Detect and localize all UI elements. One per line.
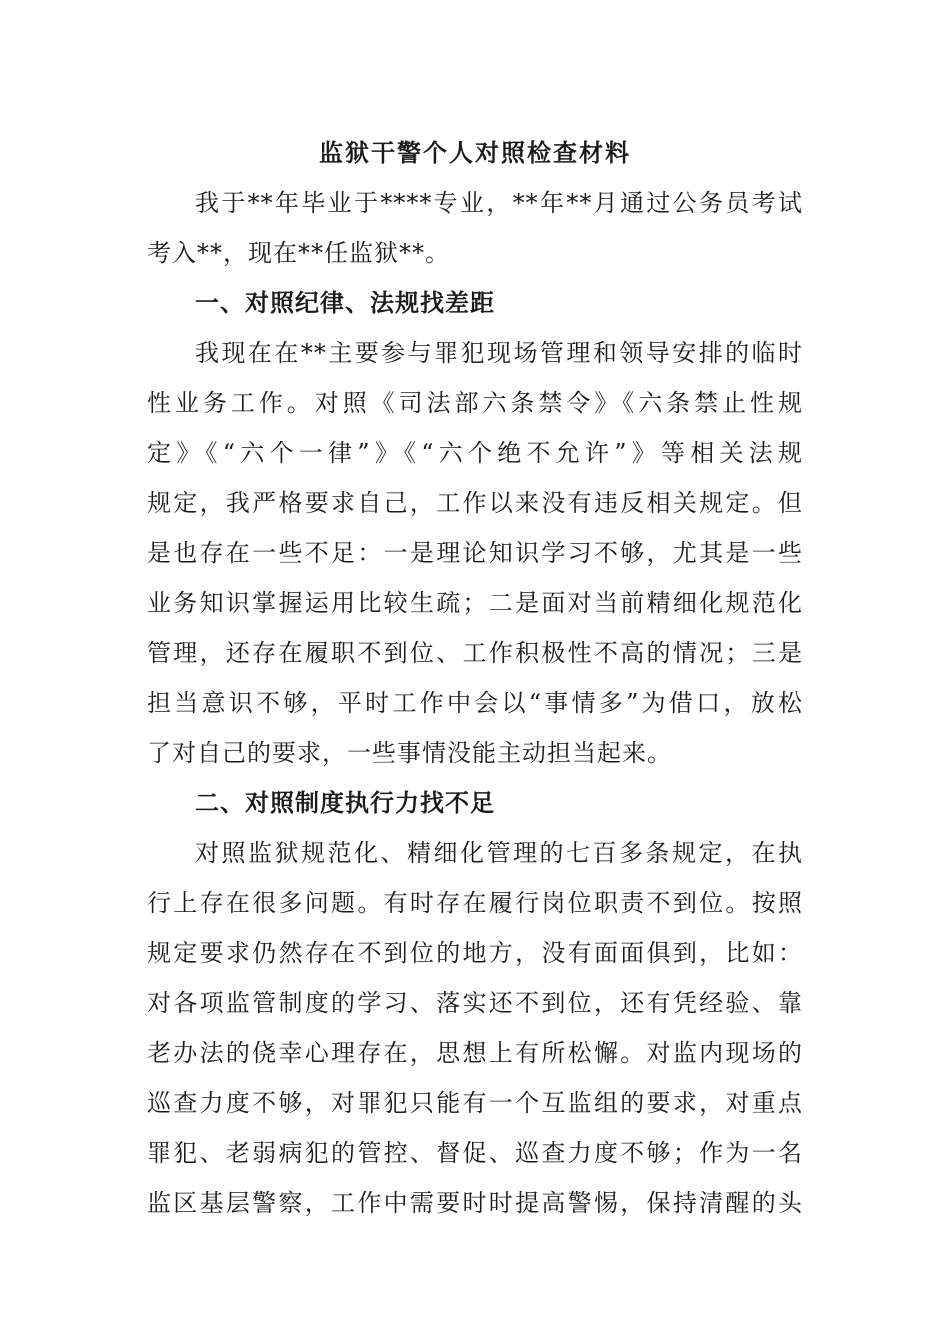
section-2-line: 行上存在很多问题。有时存在履行岗位职责不到位。按照 [147, 889, 803, 917]
intro-paragraph [147, 178, 803, 278]
document-body [147, 128, 803, 1228]
section-2-line: 对各项监管制度的学习、落实还不到位，还有凭经验、靠 [147, 989, 803, 1017]
section-2-line: 罪犯、老弱病犯的管控、督促、巡查力度不够；作为一名 [147, 1139, 803, 1167]
section-1-line: 我现在在**主要参与罪犯现场管理和领导安排的临时 [195, 339, 803, 367]
section-1-line: 定》《“六个一律”》《“六个绝不允许”》等相关法规 [147, 439, 803, 467]
section-2-paragraph [147, 828, 803, 1228]
section-1-paragraph [147, 328, 803, 778]
document-title: 监狱干警个人对照检查材料 [319, 139, 631, 167]
intro-line: 考入**，现在**任监狱**。 [147, 239, 450, 267]
section-1-line: 是也存在一些不足：一是理论知识学习不够，尤其是一些 [147, 539, 803, 567]
section-1-line: 业务知识掌握运用比较生疏；二是面对当前精细化规范化 [147, 589, 803, 617]
section-1-line: 规定，我严格要求自己，工作以来没有违反相关规定。但 [147, 489, 803, 517]
intro-line: 我于**年毕业于****专业，**年**月通过公务员考试 [195, 189, 803, 217]
section-2-line: 监区基层警察，工作中需要时时提高警惕，保持清醒的头 [147, 1189, 803, 1217]
section-heading-2: 二、对照制度执行力找不足 [195, 789, 495, 817]
section-1-line: 性业务工作。对照《司法部六条禁令》《六条禁止性规 [147, 389, 803, 417]
section-2-line: 巡查力度不够，对罪犯只能有一个互监组的要求，对重点 [147, 1089, 803, 1117]
section-1-line: 管理，还存在履职不到位、工作积极性不高的情况；三是 [147, 639, 803, 667]
section-heading-1: 一、对照纪律、法规找差距 [195, 289, 495, 317]
section-1-line: 了对自己的要求，一些事情没能主动担当起来。 [147, 739, 672, 767]
section-2-line: 对照监狱规范化、精细化管理的七百多条规定，在执 [195, 839, 803, 867]
section-1-line: 担当意识不够，平时工作中会以“事情多”为借口，放松 [147, 689, 803, 717]
section-2-line: 老办法的侥幸心理存在，思想上有所松懈。对监内现场的 [147, 1039, 803, 1067]
section-2-line: 规定要求仍然存在不到位的地方，没有面面俱到，比如： [147, 939, 803, 967]
